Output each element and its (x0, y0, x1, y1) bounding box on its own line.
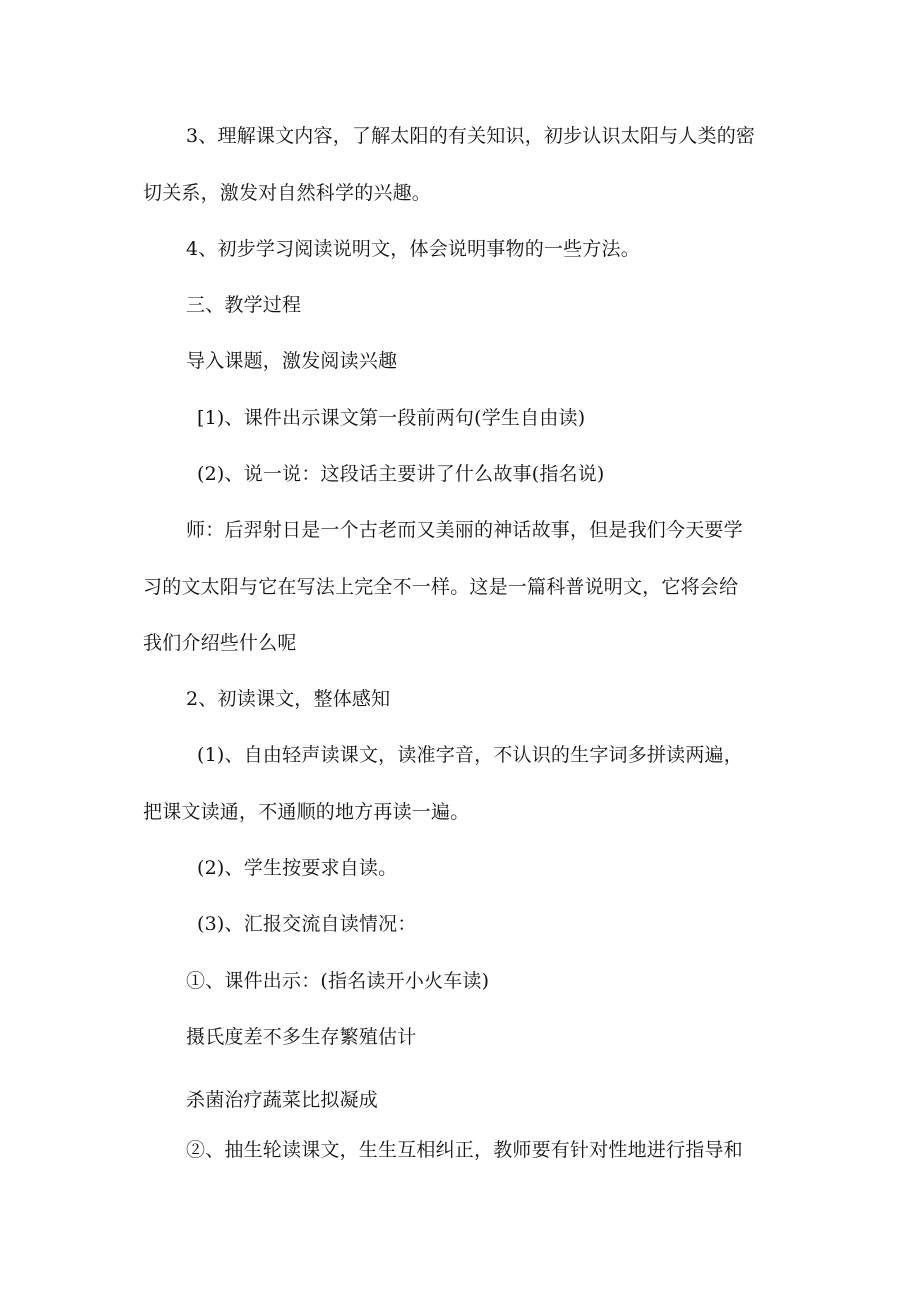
text-line: (2)、学生按要求自读。 (197, 857, 398, 879)
subheading: 2、初读课文，整体感知 (186, 688, 391, 710)
subheading: 导入课题，激发阅读兴趣 (186, 350, 398, 372)
text-line: (3)、汇报交流自读情况： (197, 913, 417, 935)
text-line: [1)、课件出示课文第一段前两句(学生自由读) (197, 407, 586, 429)
text-line: ②、抽生轮读课文，生生互相纠正，教师要有针对性地进行指导和 (186, 1139, 743, 1161)
text-line: 我们介绍些什么呢 (143, 632, 297, 654)
text-line: ①、课件出示：(指名读开小火车读) (186, 970, 490, 992)
text-line: 3、理解课文内容，了解太阳的有关知识，初步认识太阳与人类的密 (186, 125, 756, 147)
section-heading: 三、教学过程 (186, 294, 302, 316)
vocabulary-line: 摄氏度差不多生存繁殖估计 (186, 1026, 417, 1048)
text-line: 师：后羿射日是一个古老而又美丽的神话故事，但是我们今天要学 (186, 519, 743, 541)
text-line: 4、初步学习阅读说明文，体会说明事物的一些方法。 (186, 238, 640, 260)
text-line: 习的文太阳与它在写法上完全不一样。这是一篇科普说明文，它将会给 (143, 576, 739, 598)
text-line: 切关系，激发对自然科学的兴趣。 (143, 182, 432, 204)
text-line: 把课文读通，不通顺的地方再读一遍。 (143, 801, 470, 823)
vocabulary-line: 杀菌治疗蔬菜比拟凝成 (186, 1089, 379, 1111)
text-line: (2)、说一说：这段话主要讲了什么故事(指名说) (197, 463, 605, 485)
text-line: (1)、自由轻声读课文，读准字音，不认识的生字词多拼读两遍， (197, 744, 743, 766)
